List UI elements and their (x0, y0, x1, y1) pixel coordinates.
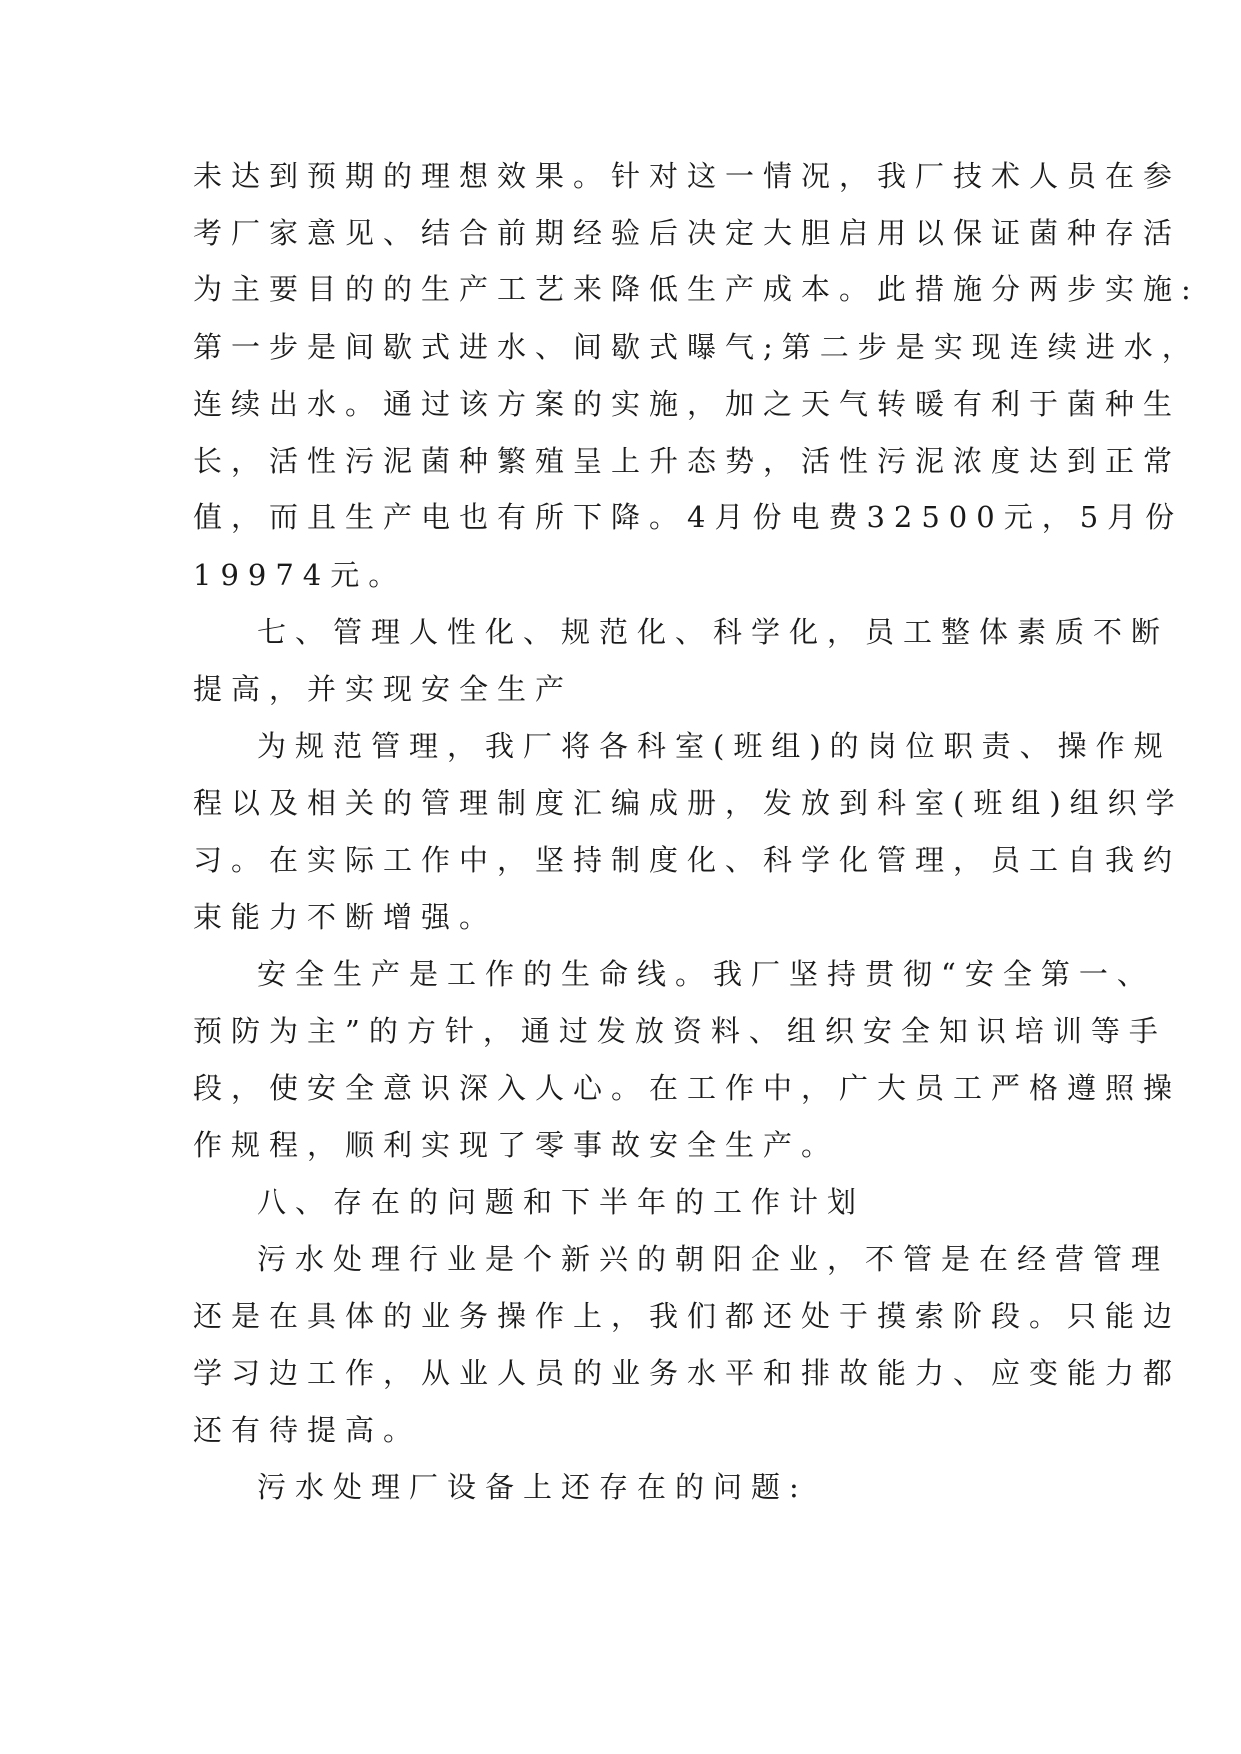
section-heading-7-cont: 提高，并实现安全生产 (193, 672, 574, 706)
text-line: 学习边工作，从业人员的业务水平和排故能力、应变能力都 (193, 1356, 1182, 1390)
text-line: 为主要目的的生产工艺来降低生产成本。此措施分两步实施: (193, 272, 1200, 306)
text-line: 预防为主”的方针，通过发放资料、组织安全知识培训等手 (193, 1014, 1167, 1048)
paragraph-start: 安全生产是工作的生命线。我厂坚持贯彻“安全第一、 (257, 957, 1155, 991)
text-line: 19974元。 (193, 558, 407, 592)
section-heading-7: 七、管理人性化、规范化、科学化，员工整体素质不断 (257, 615, 1170, 649)
text-line: 作规程，顺利实现了零事故安全生产。 (193, 1128, 840, 1162)
text-line: 还是在具体的业务操作上，我们都还处于摸索阶段。只能边 (193, 1299, 1182, 1333)
text-line: 连续出水。通过该方案的实施，加之天气转暖有利于菌种生 (193, 387, 1182, 421)
text-line: 习。在实际工作中，坚持制度化、科学化管理，员工自我约 (193, 843, 1182, 877)
paragraph-start: 污水处理行业是个新兴的朝阳企业，不管是在经营管理 (257, 1242, 1170, 1276)
paragraph-start: 污水处理厂设备上还存在的问题: (257, 1470, 808, 1504)
text-line: 第一步是间歇式进水、间歇式曝气;第二步是实现连续进水， (193, 330, 1200, 364)
text-line: 束能力不断增强。 (193, 900, 498, 934)
text-line: 值，而且生产电也有所下降。4月份电费32500元，5月份 (193, 500, 1184, 534)
section-heading-8: 八、存在的问题和下半年的工作计划 (257, 1185, 866, 1219)
text-line: 考厂家意见、结合前期经验后决定大胆启用以保证菌种存活 (193, 216, 1182, 250)
text-line: 长，活性污泥菌种繁殖呈上升态势，活性污泥浓度达到正常 (193, 444, 1182, 478)
text-line: 还有待提高。 (193, 1413, 422, 1447)
text-line: 程以及相关的管理制度汇编成册，发放到科室(班组)组织学 (193, 786, 1184, 820)
paragraph-start: 为规范管理，我厂将各科室(班组)的岗位职责、操作规 (257, 729, 1172, 763)
text-line: 段，使安全意识深入人心。在工作中，广大员工严格遵照操 (193, 1071, 1182, 1105)
text-line: 未达到预期的理想效果。针对这一情况，我厂技术人员在参 (193, 159, 1182, 193)
